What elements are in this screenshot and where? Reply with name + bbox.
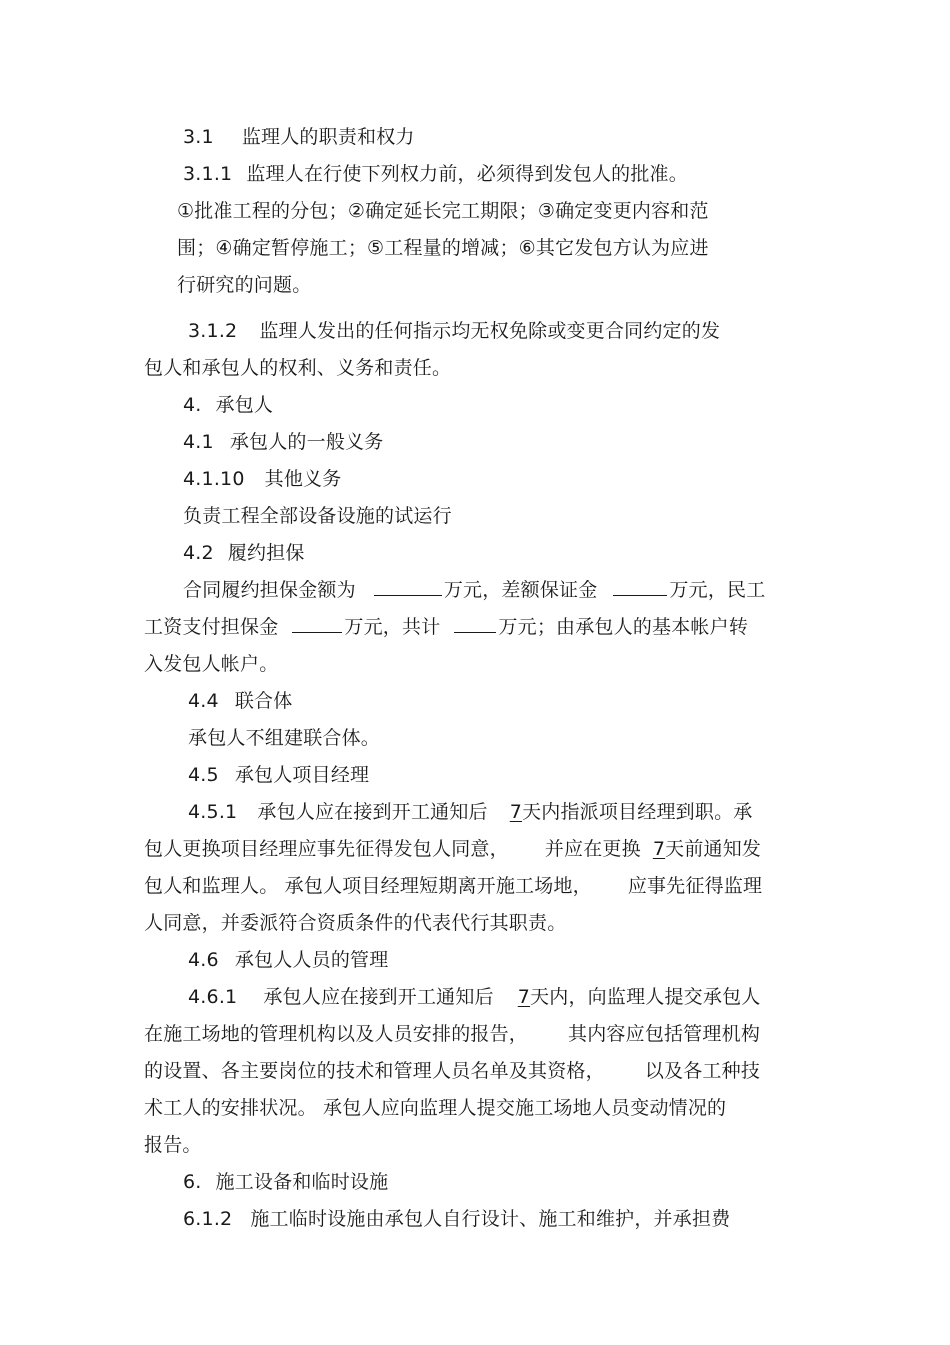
text-segment: 以及各工种技 bbox=[644, 1060, 761, 1082]
text-segment: 包人和监理人。 承包人项目经理短期离开施工场地， bbox=[144, 875, 592, 897]
heading-3-1-2 bbox=[188, 318, 720, 344]
days-value: 7 bbox=[652, 838, 666, 860]
section-number: 4.1.10 bbox=[183, 468, 245, 490]
section-number: 4.1 bbox=[183, 431, 214, 453]
section-number: 6. bbox=[183, 1171, 202, 1193]
paragraph-text: 施工临时设施由承包人自行设计、施工和维护，并承担费 bbox=[250, 1208, 731, 1230]
section-number: 4.6.1 bbox=[188, 986, 238, 1008]
blank-difference-deposit[interactable] bbox=[613, 577, 667, 596]
section-number: 4. bbox=[183, 394, 202, 416]
paragraph-line: 报告。 bbox=[144, 1134, 202, 1156]
heading-4-5 bbox=[188, 762, 369, 788]
section-number: 4.5.1 bbox=[188, 801, 238, 823]
paragraph-line: 包人和承包人的权利、义务和责任。 bbox=[144, 357, 452, 379]
section-number: 4.5 bbox=[188, 764, 219, 786]
heading-4-2 bbox=[183, 540, 305, 566]
text-segment: 合同履约担保金额为 bbox=[183, 579, 356, 601]
text-segment: 其内容应包括管理机构 bbox=[568, 1023, 761, 1045]
heading-3-1-1 bbox=[183, 161, 688, 187]
text-segment: 天内，向监理人提交承包人 bbox=[530, 986, 761, 1008]
heading-6 bbox=[183, 1169, 388, 1195]
section-title: 其他义务 bbox=[264, 468, 342, 490]
section-title: 承包人项目经理 bbox=[234, 764, 370, 786]
paragraph-text: 监理人在行使下列权力前，必须得到发包人的批准。 bbox=[246, 163, 688, 185]
heading-4-1-10 bbox=[183, 466, 341, 492]
heading-4-1 bbox=[183, 429, 383, 455]
heading-3-1 bbox=[183, 124, 415, 150]
section-title: 履约担保 bbox=[227, 542, 305, 564]
text-segment: 工资支付担保金 bbox=[144, 616, 279, 638]
blank-total[interactable] bbox=[454, 614, 496, 633]
paragraph-text: 监理人发出的任何指示均无权免除或变更合同约定的发 bbox=[259, 320, 721, 342]
text-segment: 包人更换项目经理应事先征得发包人同意， bbox=[144, 838, 509, 860]
blank-wage-guarantee[interactable] bbox=[292, 614, 342, 633]
section-number: 4.6 bbox=[188, 949, 219, 971]
text-segment: 并应在更换 bbox=[544, 838, 641, 860]
text-segment: 天内指派项目经理到职。承 bbox=[522, 801, 753, 823]
section-number: 3.1.2 bbox=[188, 320, 238, 342]
section-title: 承包人的一般义务 bbox=[229, 431, 384, 453]
paragraph-line: 入发包人帐户。 bbox=[144, 653, 279, 675]
paragraph-line: 术工人的安排状况。 承包人应向监理人提交施工场地人员变动情况的 bbox=[144, 1097, 727, 1119]
text-segment: 在施工场地的管理机构以及人员安排的报告， bbox=[144, 1023, 529, 1045]
days-value: 7 bbox=[517, 986, 531, 1008]
paragraph-line bbox=[188, 799, 752, 825]
section-title: 承包人人员的管理 bbox=[234, 949, 389, 971]
section-number: 3.1 bbox=[183, 126, 214, 148]
section-title: 承包人 bbox=[215, 394, 274, 416]
blank-performance-bond[interactable] bbox=[374, 577, 442, 596]
text-segment: 万元，差额保证金 bbox=[443, 579, 598, 601]
heading-4-6 bbox=[188, 947, 388, 973]
paragraph-line: 人同意，并委派符合资质条件的代表代行其职责。 bbox=[144, 912, 567, 934]
section-number: 4.2 bbox=[183, 542, 214, 564]
text-segment: 天前通知发 bbox=[665, 838, 762, 860]
text-segment: 万元，民工 bbox=[669, 579, 766, 601]
section-number: 4.4 bbox=[188, 690, 219, 712]
heading-6-1-2 bbox=[183, 1206, 730, 1232]
paragraph-line bbox=[144, 873, 762, 899]
paragraph-line bbox=[144, 836, 761, 862]
text-segment: 的设置、各主要岗位的技术和管理人员名单及其资格， bbox=[144, 1060, 605, 1082]
heading-4 bbox=[183, 392, 273, 418]
text-segment: 承包人应在接到开工通知后 bbox=[263, 986, 494, 1008]
paragraph-line: 行研究的问题。 bbox=[177, 274, 312, 296]
paragraph-line: 负责工程全部设备设施的试运行 bbox=[183, 505, 452, 527]
paragraph-line bbox=[144, 1021, 760, 1047]
paragraph-line bbox=[188, 984, 760, 1010]
section-number: 3.1.1 bbox=[183, 163, 233, 185]
text-segment: 万元；由承包人的基本帐户转 bbox=[498, 616, 749, 638]
text-segment: 应事先征得监理 bbox=[627, 875, 763, 897]
paragraph-line bbox=[183, 577, 765, 603]
heading-4-4 bbox=[188, 688, 292, 714]
paragraph-line: 承包人不组建联合体。 bbox=[188, 727, 381, 749]
section-number: 6.1.2 bbox=[183, 1208, 233, 1230]
section-title: 监理人的职责和权力 bbox=[241, 126, 415, 148]
paragraph-line: ①批准工程的分包；②确定延长完工期限；③确定变更内容和范 bbox=[177, 200, 709, 222]
section-title: 联合体 bbox=[234, 690, 293, 712]
paragraph-line bbox=[144, 1058, 760, 1084]
paragraph-line bbox=[144, 614, 748, 640]
section-title: 施工设备和临时设施 bbox=[215, 1171, 389, 1193]
text-segment: 承包人应在接到开工通知后 bbox=[257, 801, 488, 823]
text-segment: 万元，共计 bbox=[344, 616, 441, 638]
days-value: 7 bbox=[509, 801, 523, 823]
paragraph-line: 围；④确定暂停施工；⑤工程量的增减；⑥其它发包方认为应进 bbox=[177, 237, 709, 259]
